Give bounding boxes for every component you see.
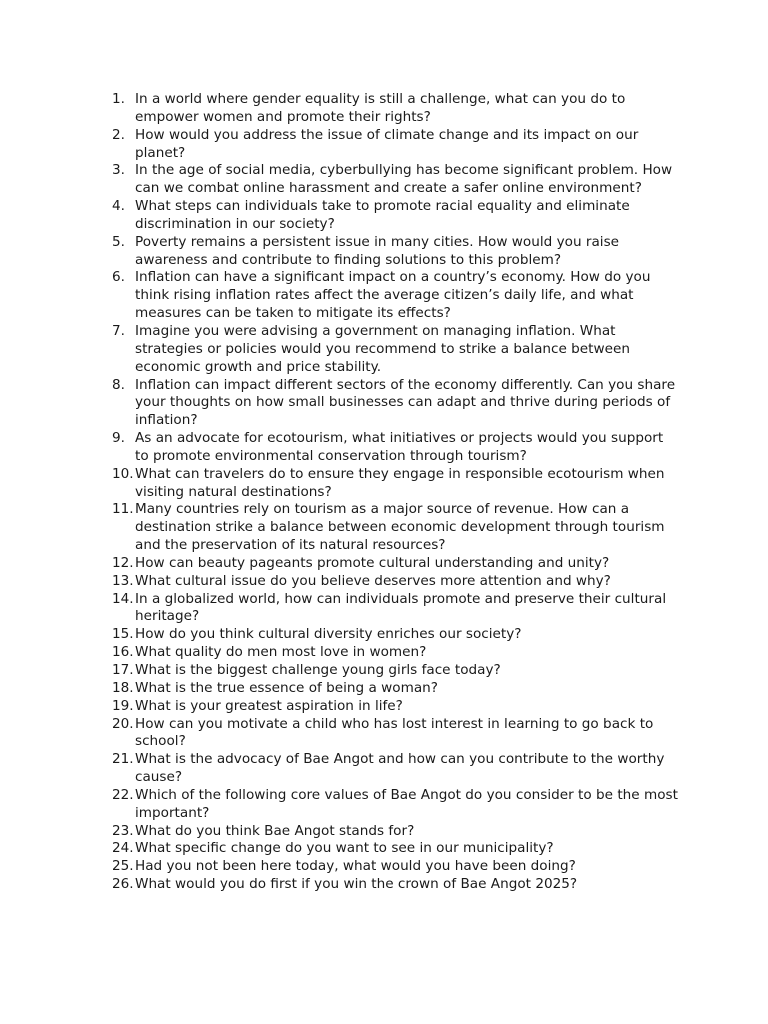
item-number: 26.	[112, 876, 134, 893]
list-item	[112, 840, 680, 858]
item-number: 14.	[112, 590, 134, 607]
item-text: What is your greatest aspiration in life?	[135, 697, 403, 714]
item-text: Inflation can impact different sectors of the economy differently. Can you share your thoughts on how small businesses can adapt and thrive during periods of inflation?	[135, 376, 676, 429]
item-text: How can you motivate a child who has lost interest in learning to go back to school?	[135, 715, 654, 750]
list-item	[112, 269, 680, 323]
item-number: 22.	[112, 786, 134, 803]
item-text: How do you think cultural diversity enriches our society?	[135, 626, 522, 643]
list-item	[112, 716, 680, 752]
list-item	[112, 787, 680, 823]
list-item	[112, 91, 680, 127]
item-text: Many countries rely on tourism as a major source of revenue. How can a destination strike a balance between economic development through tourism and the preservation of its natural resources?	[135, 501, 665, 554]
item-number: 17.	[112, 662, 134, 678]
item-text: What cultural issue do you believe deserves more attention and why?	[135, 572, 611, 589]
item-number: 7.	[112, 322, 125, 339]
item-text: Inflation can have a significant impact on a country’s economy. How do you think rising inflation rates affect the average citizen’s daily life, and what measures can be taken to mitigate its effects?	[135, 269, 651, 322]
list-item	[112, 555, 680, 573]
item-number: 9.	[112, 430, 125, 447]
item-text: In a world where gender equality is still a challenge, what can you do to empower women and promote their rights?	[135, 91, 626, 125]
list-item	[112, 127, 680, 163]
item-text: What is the true essence of being a woman?	[135, 679, 438, 696]
item-number: 3.	[112, 162, 125, 179]
list-item	[112, 751, 680, 787]
list-item	[112, 858, 680, 876]
item-text: What would you do first if you win the crown of Bae Angot 2025?	[135, 876, 578, 893]
list-item	[112, 573, 680, 591]
item-number: 24.	[112, 840, 134, 857]
item-number: 15.	[112, 626, 134, 643]
item-number: 20.	[112, 715, 134, 732]
list-item	[112, 377, 680, 431]
item-number: 25.	[112, 858, 134, 875]
list-item	[112, 823, 680, 841]
item-number: 2.	[112, 126, 125, 143]
item-text: Had you not been here today, what would you have been doing?	[135, 858, 576, 875]
item-text: Imagine you were advising a government on managing inflation. What strategies or policies would you recommend to strike a balance between economic growth and price stability.	[135, 322, 630, 375]
item-text: How would you address the issue of climate change and its impact on our planet?	[135, 126, 639, 161]
list-item	[112, 323, 680, 377]
list-item	[112, 644, 680, 662]
list-item	[112, 501, 680, 555]
item-text: What quality do men most love in women?	[135, 644, 427, 661]
item-number: 12.	[112, 554, 134, 571]
item-number: 16.	[112, 644, 134, 661]
item-text: In a globalized world, how can individuals promote and preserve their cultural heritage?	[135, 590, 667, 625]
item-number: 4.	[112, 198, 125, 215]
item-text: In the age of social media, cyberbullying has become significant problem. How can we combat online harassment and create a safer online environment?	[135, 162, 673, 197]
list-item	[112, 430, 680, 466]
item-text: How can beauty pageants promote cultural understanding and unity?	[135, 554, 610, 571]
question-list	[112, 91, 680, 894]
item-text: What is the biggest challenge young girls face today?	[135, 662, 501, 678]
list-item	[112, 680, 680, 698]
item-text: What do you think Bae Angot stands for?	[135, 822, 415, 839]
item-text: What is the advocacy of Bae Angot and how can you contribute to the worthy cause?	[135, 751, 665, 786]
list-item	[112, 466, 680, 502]
list-item	[112, 876, 680, 894]
list-item	[112, 162, 680, 198]
list-item	[112, 698, 680, 716]
item-number: 23.	[112, 822, 134, 839]
list-item	[112, 626, 680, 644]
item-number: 11.	[112, 501, 134, 518]
item-number: 10.	[112, 465, 134, 482]
item-text: As an advocate for ecotourism, what initiatives or projects would you support to promote environmental conservation through tourism?	[135, 430, 664, 464]
item-text: What can travelers do to ensure they engage in responsible ecotourism when visiting natural destinations?	[135, 465, 665, 500]
list-item	[112, 198, 680, 234]
item-number: 6.	[112, 269, 125, 286]
list-item	[112, 662, 680, 680]
item-number: 19.	[112, 697, 134, 714]
item-number: 8.	[112, 376, 125, 393]
item-number: 5.	[112, 233, 125, 250]
item-number: 21.	[112, 751, 134, 768]
item-text: What specific change do you want to see in our municipality?	[135, 840, 554, 857]
item-number: 1.	[112, 91, 125, 107]
item-text: What steps can individuals take to promote racial equality and eliminate discrimination in our society?	[135, 198, 630, 232]
item-number: 18.	[112, 679, 134, 696]
item-text: Poverty remains a persistent issue in many cities. How would you raise awareness and contribute to finding solutions to this problem?	[135, 233, 620, 268]
item-number: 13.	[112, 572, 134, 589]
item-text: Which of the following core values of Bae Angot do you consider to be the most important?	[135, 786, 678, 821]
list-item	[112, 234, 680, 270]
list-item	[112, 591, 680, 627]
